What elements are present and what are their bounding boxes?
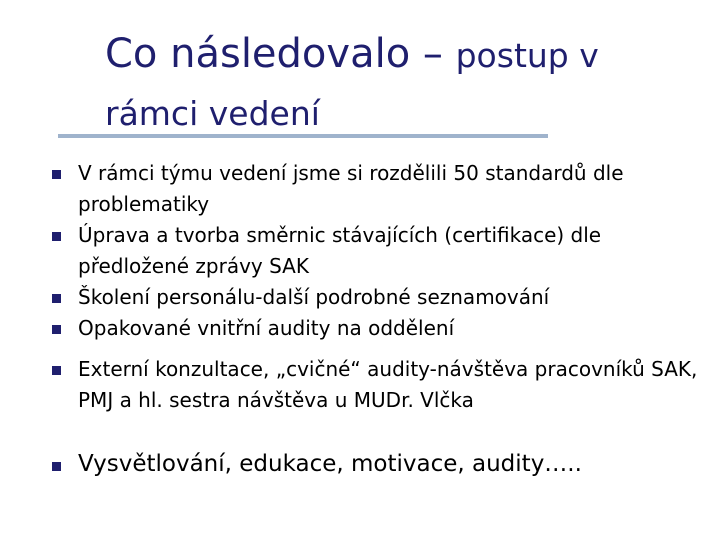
square-bullet-icon [52,366,61,375]
bullet-item [78,220,718,282]
bullet-item [78,282,718,313]
bullet-item [78,313,718,344]
title-line2: rámci vedení [105,94,320,133]
square-bullet-icon [52,232,61,241]
bullet-item [78,354,718,416]
bullet-item [78,158,718,220]
title-divider [58,134,548,138]
slide-title [105,28,695,140]
title-line1-tail: postup v [455,36,599,75]
bullet-text: V rámci týmu vedení jsme si rozdělili 50 standardů dle problematiky [78,161,624,216]
bullet-text: Opakované vnitřní audity na oddělení [78,316,455,340]
bullet-item [78,449,718,480]
square-bullet-icon [52,462,61,471]
bullet-text: Úprava a tvorba směrnic stávajících (certifikace) dle předložené zprávy SAK [78,223,602,278]
square-bullet-icon [52,170,61,179]
square-bullet-icon [52,294,61,303]
bullet-text: Vysvětlování, edukace, motivace, audity….. [78,451,582,477]
bullet-text: Externí konzultace, „cvičné“ audity-návštěva pracovníků SAK, PMJ a hl. sestra návštěva u MUDr. Vlčka [78,357,698,412]
bullet-text: Školení personálu-další podrobné seznamování [78,285,550,309]
title-line1-main: Co následovalo – [105,31,456,77]
square-bullet-icon [52,325,61,334]
